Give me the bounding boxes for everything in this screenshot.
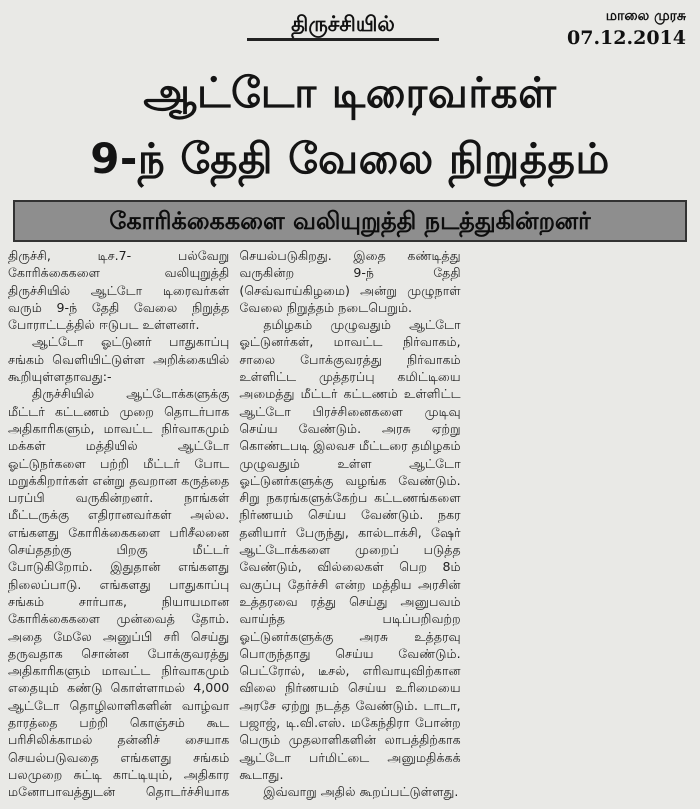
article-body [8,247,692,809]
newspaper-name: மாலை முரசு [605,8,686,24]
article-paragraph: திருச்சியில் ஆட்டோக்களுக்கு மீட்டர் கட்டணம் முறை தொடர்பாக அதிகாரிகளும், மாவட்ட நிர்வாகமும் மக்கள் மத்தியில் ஆட்டோ ஓட்டுநர்களை பற்றி மீட்டர் போட மறுக்கிறார்கள் என்று தவறான கருத்தை பரப்பி வருகின்றனர். நாங்கள் மீட்டருக்கு எதிரானவர்கள் அல்ல. எங்களது கோரிக்கைகளை பரிசீலனை செய்ததற்கு பிறகு மீட்டர் போடுகிறோம். இதுதான் எங்களது நிலைப்பாடு. எங்களது பாதுகாப்பு சங்கம் சார்பாக, நியாயமான கோரிக்கைகளை முன்வைத் தோம். அதை மேலே அனுப்பி சரி செய்து தருவதாக சொன்ன போக்குவரத்து அதிகாரிகளும் மாவட்ட நிர்வாகமும் எதையும் கண்டு கொள்ளாமல் 4,000 ஆட்டோ தொழிலாளிகளின் வாழ்வா தாரத்தை பற்றி கொஞ்சம் கூட பரிசிலிக்காமல் தன்னிச் சையாக செயல்படுவதை எங்களது சங்கம் பலமுறை சுட்டி காட்டியும், அதிகார மனோபாவத்துடன் தொடர்ச்சியாக செயல்படுகிறது. இதை கண்டித்து வருகின்ற 9-ந் தேதி (செவ்வாய்கிழமை) அன்று முழுநாள் வேலை நிறுத்தம் நடைபெறும். [8,248,461,800]
source-block [567,6,686,50]
article-paragraph: தமிழகம் முழுவதும் ஆட்டோ ஓட்டுனர்கள், மாவட்ட நிர்வாகம், சாலை போக்குவரத்து நிர்வாகம் உள்ளிட்ட முத்தரப்பு கமிட்டியை அமைத்து மீட்டர் கட்டணம் உள்ளிட்ட ஆட்டோ பிரச்சினைகளை முடிவு செய்ய வேண்டும். அரசு ஏற்று கொண்டபடி இலவச மீட்டரை தமிழகம் முழுவதும் உள்ள ஆட்டோ ஓட்டுனர்களுக்கு வழங்க வேண்டும். சிறு நகரங்களுக்கேற்ப கட்டணங்களை நிர்ணயம் செய்ய வேண்டும். நகர தனியார் பேருந்து, கால்டாக்சி, ஷேர் ஆட்டோக்களை முறைப் படுத்த வேண்டும், வில்லைகள் பெற 8ம் வகுப்பு தேர்ச்சி என்ற மத்திய அரசின் உத்தரவை ரத்து செய்து அனுபவம் வாய்ந்த படிப்பறிவற்ற ஓட்டுனர்களுக்கு அரசு உத்தரவு பொருந்தாது செய்ய வேண்டும். பெட்ரோல், டீசல், எரிவாயுவிற்கான விலை நிர்ணயம் செய்ய உரிமையை அரசே ஏற்று நடத்த வேண்டும். டாடா, பஜாஜ், டி.வி.எஸ். மகேந்திரா போன்ற பெரும் முதலாளிகளின் லாபத்திற்காக ஆட்டோ பர்மிட்டை அனுமதிக்கக் கூடாது. [239,317,461,782]
kicker-location: திருச்சியில் [247,10,439,41]
article-paragraph: ஆட்டோ ஓட்டுனர் பாதுகாப்பு சங்கம் வெளியிட்டுள்ள அறிக்கையில் கூறியுள்ளதாவது:- [8,334,230,385]
publication-date: 07.12.2014 [567,27,686,49]
article-paragraph: திருச்சி, டிச.7- பல்வேறு கோரிக்கைகளை வலியுறுத்தி திருச்சியில் ஆட்டோ டிரைவர்கள் வரும் 9-ந் தேதி வேலை நிறுத்த போராட்டத்தில் ஈடுபட உள்ளனர். [8,248,230,333]
headline-line-2: 9-ந் தேதி வேலை நிறுத்தம் [90,134,610,183]
subheadline-banner: கோரிக்கைகளை வலியுறுத்தி நடத்துகின்றனர் [13,200,687,242]
headline-line-1: ஆட்டோ டிரைவர்கள் [143,68,557,117]
article-paragraph: இவ்வாறு அதில் கூறப்பட்டுள்ளது. [263,784,459,800]
